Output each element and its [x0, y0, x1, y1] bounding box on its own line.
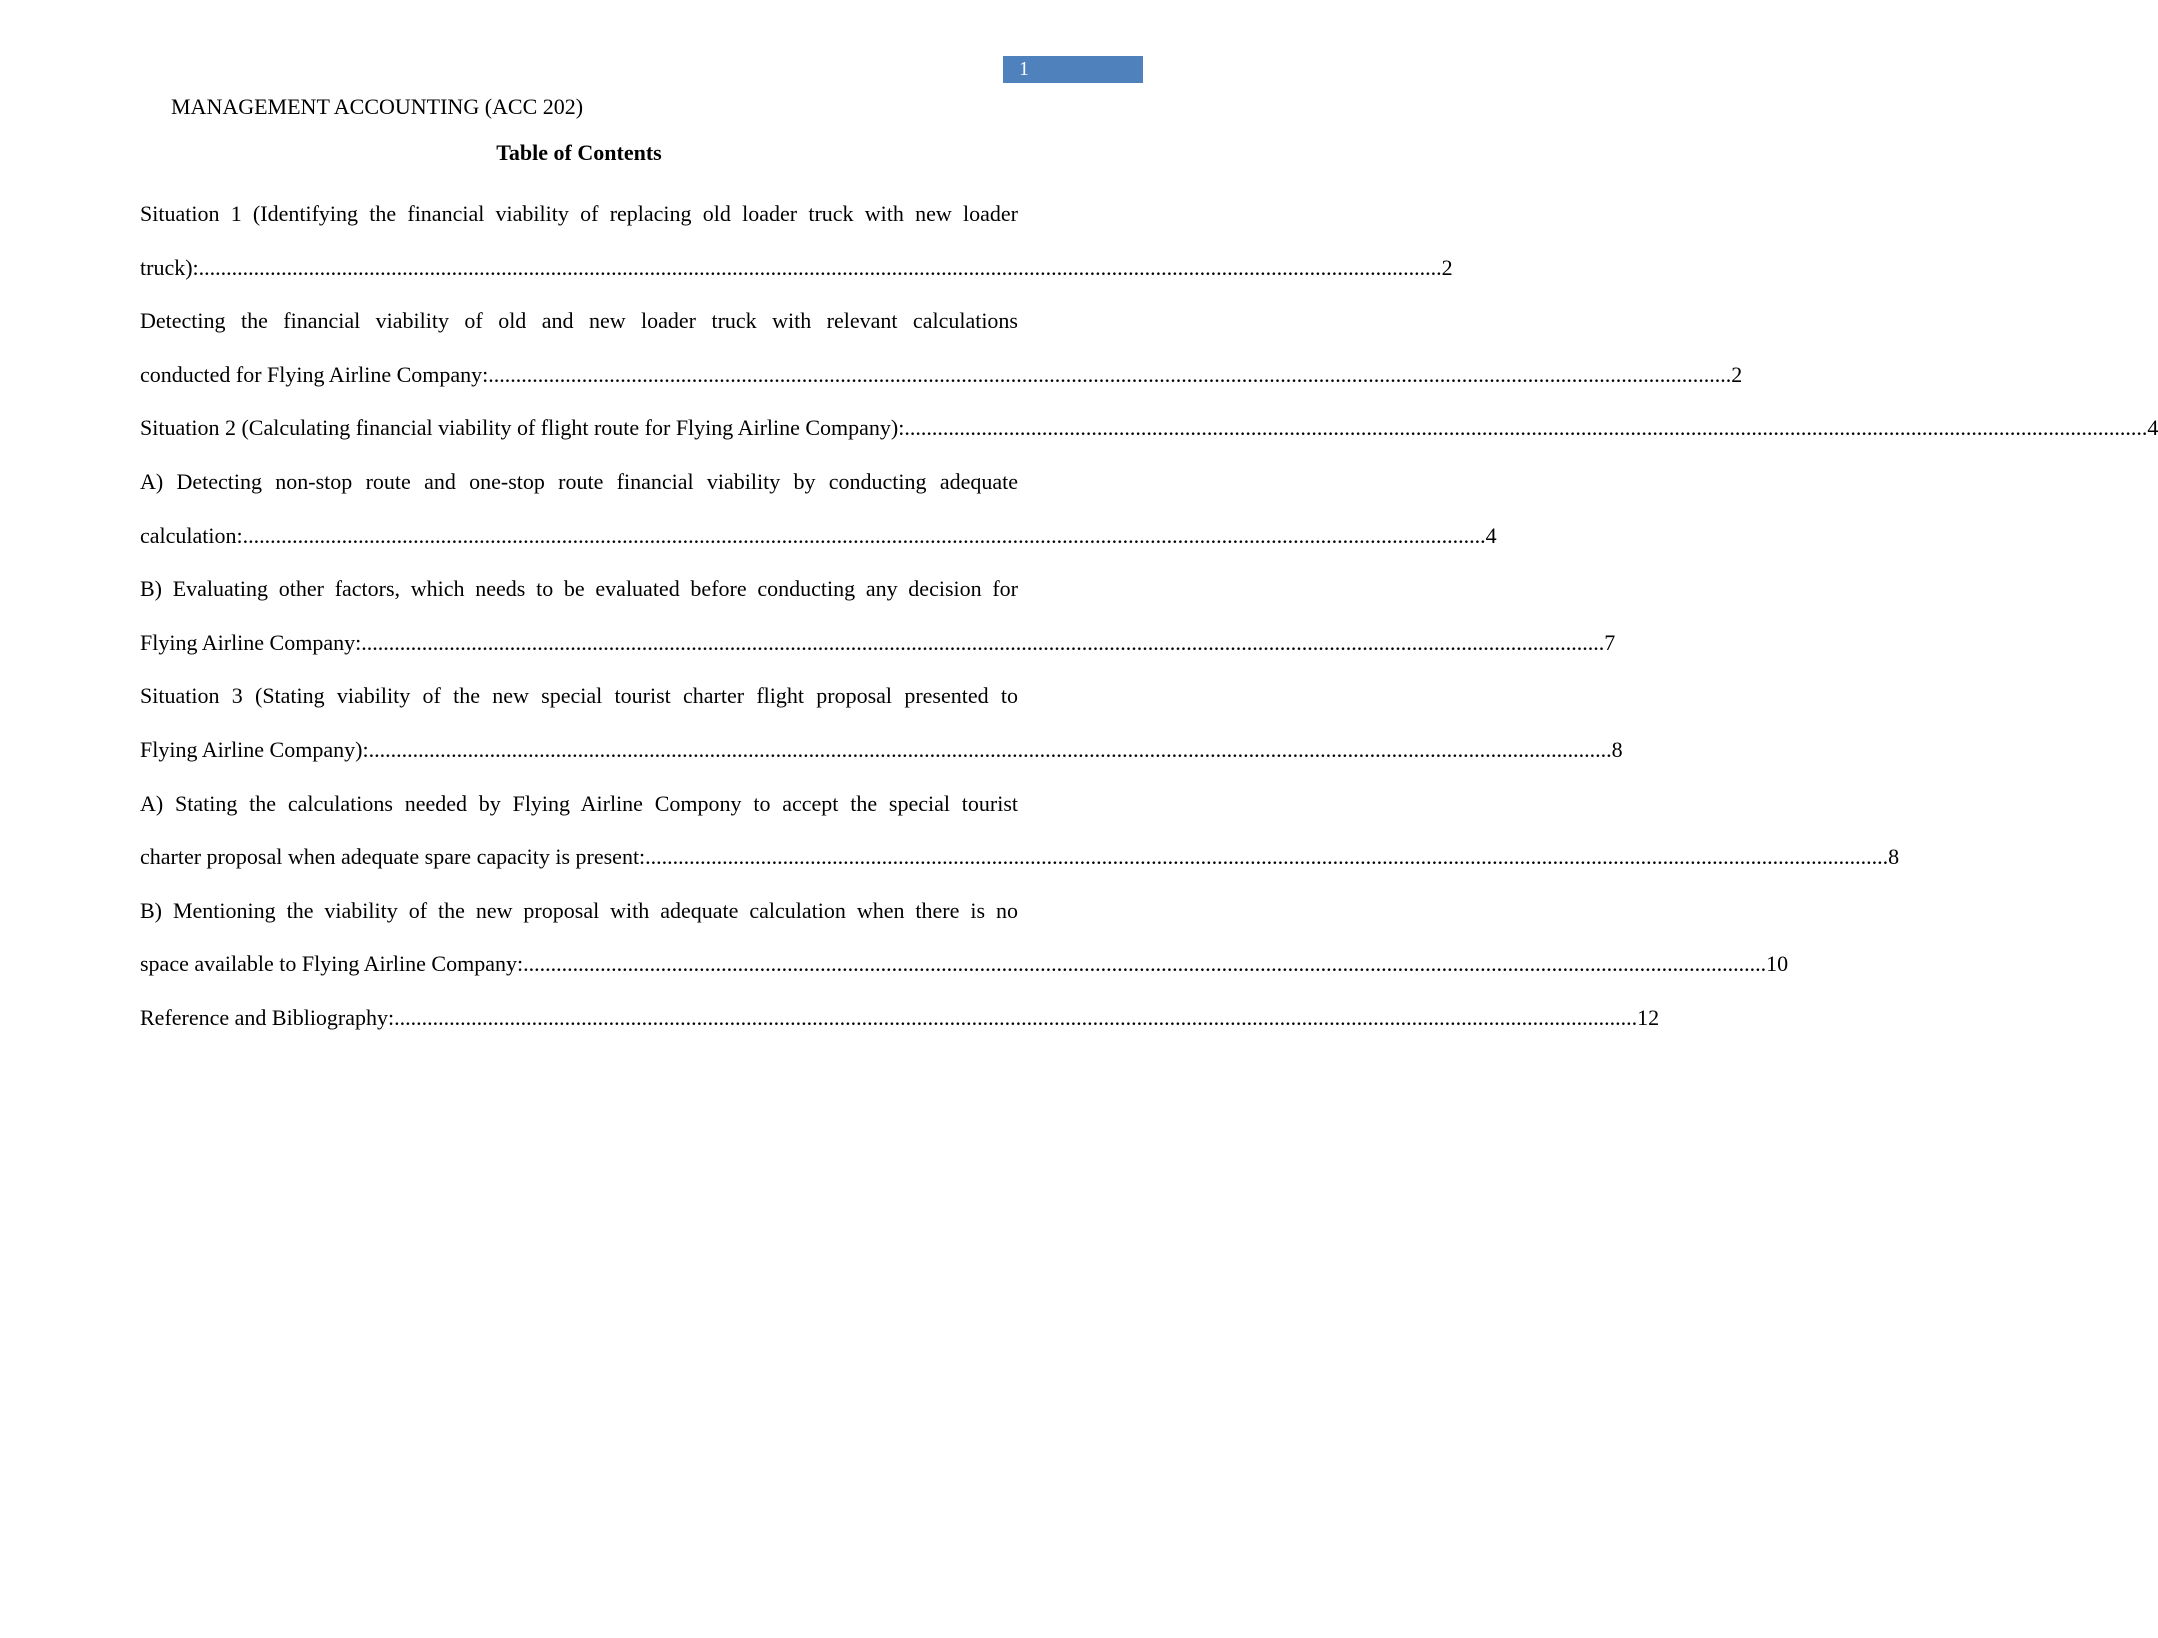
toc-entry-line: B) Evaluating other factors, which needs to be evaluated before conducting any decision for [140, 576, 1018, 602]
toc-entry-situation-2[interactable] [140, 401, 2158, 455]
toc-entry-line: B) Mentioning the viability of the new proposal with adequate calculation when there is no [140, 897, 1018, 923]
toc-entry-situation-2a[interactable] [140, 455, 1497, 562]
toc-entry-line: Detecting the financial viability of old and new loader truck with relevant calculations [140, 308, 1018, 334]
running-header: MANAGEMENT ACCOUNTING (ACC 202) [171, 94, 584, 119]
dot-leader: .................................................................................................................................................................................................................................. [523, 951, 1767, 977]
dot-leader: .................................................................................................................................................................................................................................. [394, 1004, 1638, 1030]
toc-entry-last-line [140, 723, 1623, 777]
dot-leader: .................................................................................................................................................................................................................................. [904, 415, 2148, 441]
toc-entry-situation-1[interactable] [140, 187, 1453, 294]
table-of-contents [140, 187, 2158, 1045]
toc-entry-text: truck): [140, 254, 199, 280]
toc-page-number: 8 [1888, 844, 1900, 870]
toc-entry-last-line [140, 830, 1900, 884]
toc-entry-text: space available to Flying Airline Company: [140, 951, 524, 977]
toc-entry-last-line [140, 616, 1616, 670]
toc-page-number: 2 [1441, 254, 1453, 280]
toc-page-number: 8 [1611, 736, 1623, 762]
toc-entry-situation-2b[interactable] [140, 562, 1616, 669]
toc-entry-text: conducted for Flying Airline Company: [140, 361, 489, 387]
toc-entry-text: Flying Airline Company: [140, 629, 362, 655]
toc-entry-situation-3a[interactable] [140, 777, 1900, 884]
toc-entry-situation-3b[interactable] [140, 884, 1789, 991]
dot-leader: .................................................................................................................................................................................................................................. [368, 736, 1612, 762]
toc-entry-last-line [140, 348, 1743, 402]
toc-entry-line: A) Detecting non-stop route and one-stop route financial viability by conducting adequate [140, 468, 1018, 494]
toc-entry-detecting-viability[interactable] [140, 294, 1743, 401]
dot-leader: .................................................................................................................................................................................................................................. [198, 254, 1442, 280]
toc-page-number: 2 [1731, 361, 1743, 387]
toc-entry-last-line [140, 241, 1453, 295]
toc-page-number: 4 [1485, 522, 1497, 548]
toc-entry-text: Reference and Bibliography: [140, 1004, 395, 1030]
toc-page-number: 4 [2147, 415, 2158, 441]
toc-entry-situation-3[interactable] [140, 669, 1623, 776]
toc-entry-text: charter proposal when adequate spare capacity is present: [140, 844, 646, 870]
dot-leader: .................................................................................................................................................................................................................................. [488, 361, 1732, 387]
toc-page-number: 7 [1604, 629, 1616, 655]
toc-entry-text: Situation 2 (Calculating financial viability of flight route for Flying Airline Company): [140, 415, 905, 441]
toc-entry-references[interactable] [140, 991, 1660, 1045]
toc-entry-text: Flying Airline Company): [140, 736, 369, 762]
dot-leader: .................................................................................................................................................................................................................................. [645, 844, 1889, 870]
toc-entry-last-line [140, 937, 1789, 991]
dot-leader: .................................................................................................................................................................................................................................. [242, 522, 1486, 548]
toc-entry-line: A) Stating the calculations needed by Flying Airline Compony to accept the special tourist [140, 790, 1018, 816]
toc-entry-text: calculation: [140, 522, 243, 548]
toc-page-number: 12 [1637, 1004, 1660, 1030]
toc-entry-line: Situation 3 (Stating viability of the new special tourist charter flight proposal presented to [140, 683, 1018, 709]
toc-entry-last-line [140, 991, 1660, 1045]
toc-entry-last-line [140, 509, 1497, 563]
toc-entry-last-line [140, 401, 2158, 455]
toc-entry-line: Situation 1 (Identifying the financial viability of replacing old loader truck with new loader [140, 201, 1018, 226]
dot-leader: .................................................................................................................................................................................................................................. [361, 629, 1605, 655]
toc-page-number: 10 [1766, 951, 1789, 977]
toc-title: Table of Contents [496, 140, 662, 165]
page-number: 1 [1003, 56, 1143, 83]
